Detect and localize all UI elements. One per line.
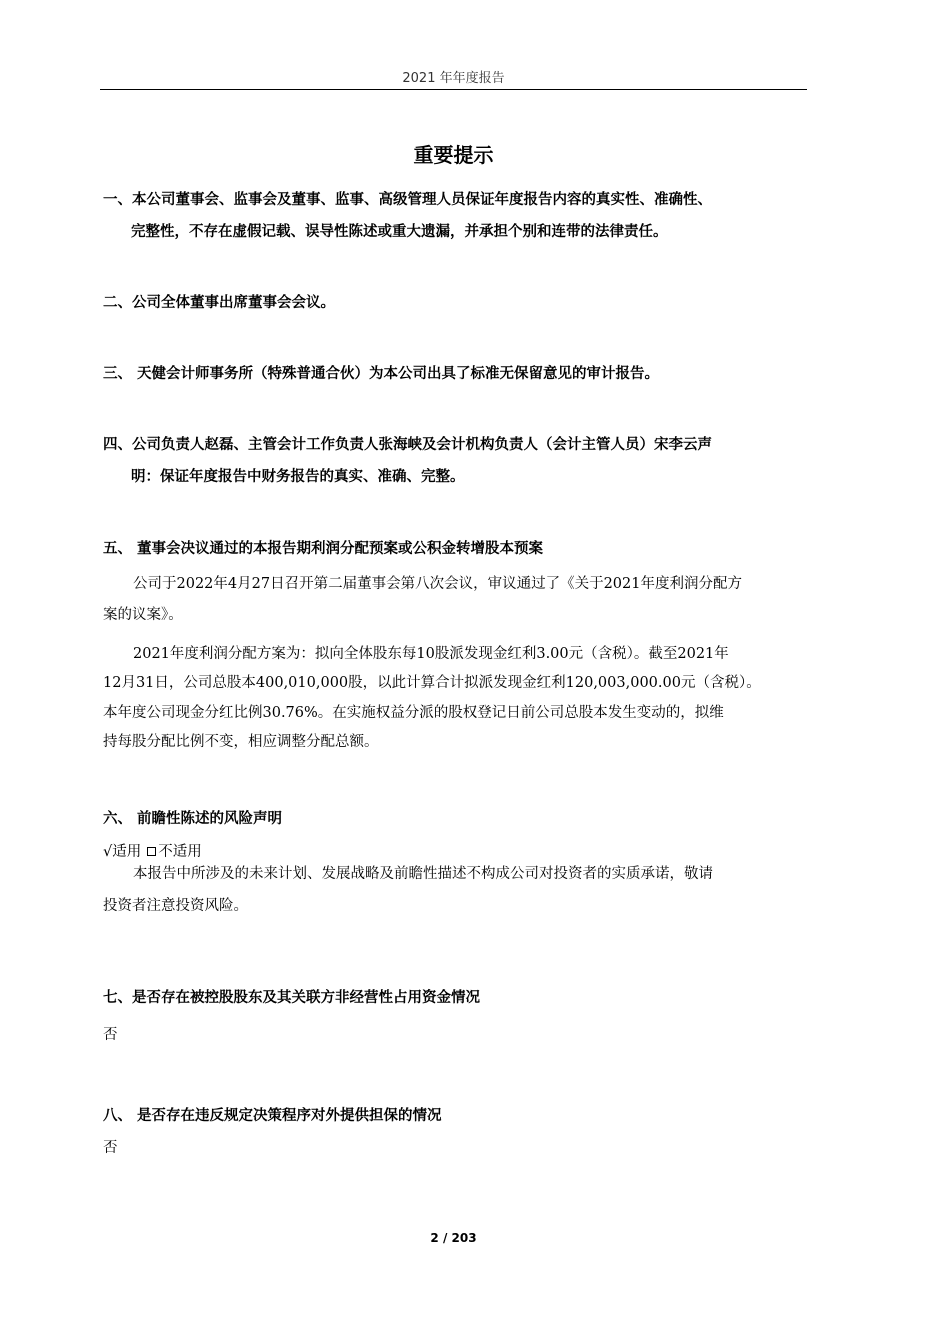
item-3: 三、 天健会计师事务所（特殊普通合伙）为本公司出具了标准无保留意见的审计报告。 xyxy=(103,366,660,382)
running-header: 2021 年年度报告 xyxy=(402,71,505,86)
applicable-option: √适用 xyxy=(103,844,142,860)
item-5-para-2-line-4: 持每股分配比例不变，相应调整分配总额。 xyxy=(103,734,379,750)
item-5-para-2-line-1: 2021年度利润分配方案为：拟向全体股东每10股派发现金红利3.00元（含税）。截至2021年 xyxy=(133,646,729,662)
applicability-options xyxy=(103,842,202,862)
item-4-line-1: 四、公司负责人赵磊、主管会计工作负责人张海峡及会计机构负责人（会计主管人员）宋李云声 xyxy=(103,437,712,453)
item-5-heading: 五、 董事会决议通过的本报告期利润分配预案或公积金转增股本预案 xyxy=(103,541,544,557)
page-title: 重要提示 xyxy=(413,143,494,167)
checkbox-icon xyxy=(147,847,156,856)
item-5-para-1-line-2: 案的议案》。 xyxy=(103,607,183,623)
not-applicable-option: 不适用 xyxy=(158,844,202,860)
item-7-heading: 七、是否存在被控股股东及其关联方非经营性占用资金情况 xyxy=(103,990,480,1006)
item-5-para-2-line-2: 12月31日，公司总股本400,010,000股，以此计算合计拟派发现金红利120,003,000.00元（含税）。 xyxy=(103,675,761,691)
item-8-heading: 八、 是否存在违反规定决策程序对外提供担保的情况 xyxy=(103,1108,442,1124)
item-4-line-2: 明：保证年度报告中财务报告的真实、准确、完整。 xyxy=(131,469,465,485)
item-6-para-line-2: 投资者注意投资风险。 xyxy=(103,898,248,914)
page-number: 2 / 203 xyxy=(430,1231,477,1245)
item-7-answer: 否 xyxy=(103,1027,118,1043)
header-divider xyxy=(100,89,807,90)
item-8-answer: 否 xyxy=(103,1140,118,1156)
item-5-para-2-line-3: 本年度公司现金分红比例30.76%。在实施权益分派的股权登记日前公司总股本发生变动的，拟维 xyxy=(103,705,724,721)
item-1-line-2: 完整性，不存在虚假记载、误导性陈述或重大遗漏，并承担个别和连带的法律责任。 xyxy=(131,224,668,240)
item-2: 二、公司全体董事出席董事会会议。 xyxy=(103,295,335,311)
item-6-para-line-1: 本报告中所涉及的未来计划、发展战略及前瞻性描述不构成公司对投资者的实质承诺，敬请 xyxy=(133,866,713,882)
item-6-heading: 六、 前瞻性陈述的风险声明 xyxy=(103,811,283,827)
item-1-line-1: 一、本公司董事会、监事会及董事、监事、高级管理人员保证年度报告内容的真实性、准确性、 xyxy=(103,192,712,208)
item-5-para-1-line-1: 公司于2022年4月27日召开第二届董事会第八次会议，审议通过了《关于2021年度利润分配方 xyxy=(133,576,742,592)
